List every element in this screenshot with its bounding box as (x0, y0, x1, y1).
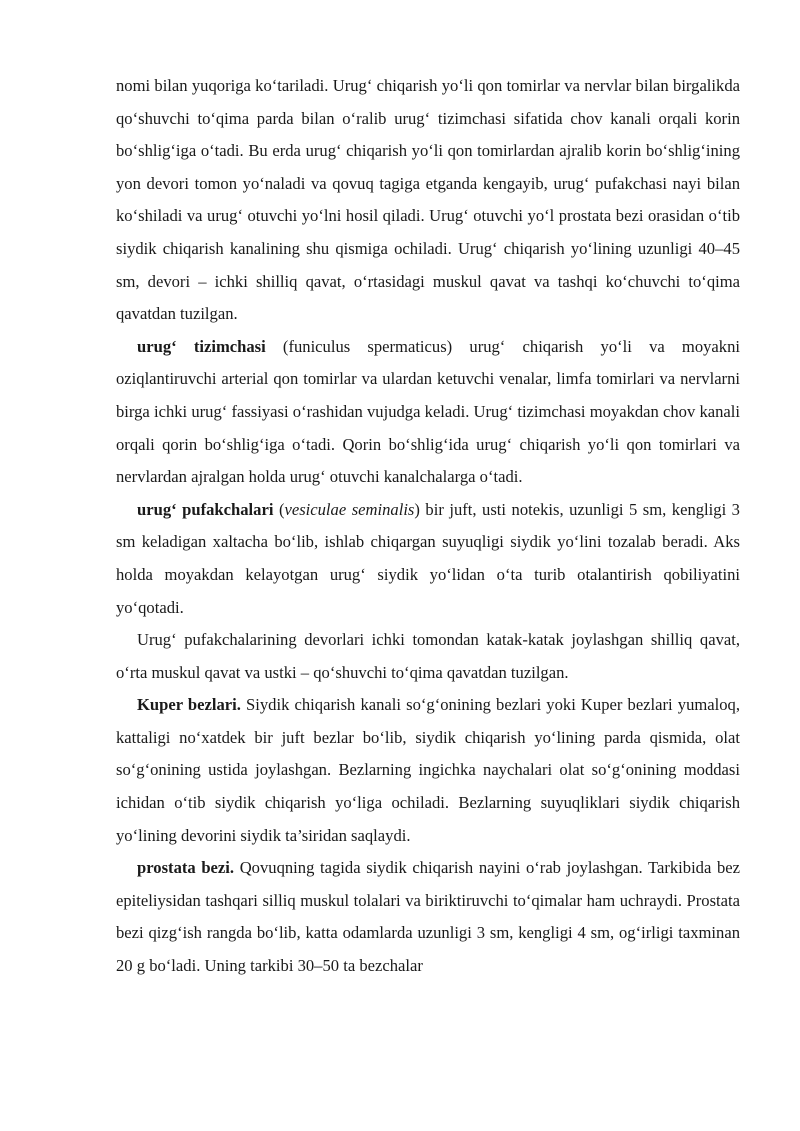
term-heading: urugʻ pufakchalari (137, 499, 274, 519)
paragraph-vesicle-walls (116, 624, 740, 689)
paragraph-body: Qovuqning tagida siydik chiqarish nayini oʻrab joylashgan. Tarkibida bez epiteliysidan tashqari silliq muskul tolalari va biriktiruvchi toʻqimalar ham uchraydi. Prostata bezi qizgʻish rangda boʻlib, katta odamlarda uzunligi 3 sm, kengligi 4 sm, ogʻirligi taxminan 20 g boʻladi. Uning tarkibi 30–50 ta bezchalar (116, 858, 741, 976)
term-heading: urugʻ tizimchasi (137, 336, 266, 356)
paragraph-body: Urugʻ pufakchalarining devorlari ichki tomondan katak-katak joylashgan shilliq qavat, oʻrta muskul qavat va ustki – qoʻshuvchi toʻqima qavatdan tuzilgan. (116, 630, 740, 682)
term-heading: Kuper bezlari. (137, 695, 241, 715)
paragraph-seminal-vesicles (116, 494, 740, 624)
term-punct-close: ) (414, 499, 426, 519)
paragraph-vas-deferens (116, 70, 740, 331)
paragraph-cowper-glands (116, 689, 740, 852)
term-latin: (funiculus spermaticus) (265, 336, 470, 356)
term-latin: vesiculae seminalis (284, 499, 415, 519)
term-punct-open: ( (273, 499, 285, 519)
paragraph-body: bir juft, usti notekis, uzunligi 5 sm, kengligi 3 sm keladigan xaltacha boʻlib, ishlab chiqargan suyuqligi siydik yoʻlini tozalab beradi. Aks holda moyakdan kelayotgan urugʻ siydik yoʻlidan oʻta turib otalantirish qobiliyatini yoʻqotadi. (116, 499, 740, 617)
paragraph-body: Siydik chiqarish kanali soʻgʻonining bezlari yoki Kuper bezlari yumaloq, kattaligi noʻxatdek bir juft bezlar boʻlib, siydik chiqarish yoʻlining parda qismida, olat soʻgʻonining ustida joylashgan. Bezlarning ingichka naychalari olat soʻgʻonining moddasi ichidan oʻtib siydik chiqarish yoʻliga ochiladi. Bezlarning suyuqliklari siydik chiqarish yoʻlining devorini siydik ta’siridan saqlaydi. (116, 695, 741, 845)
paragraph-body: urugʻ chiqarish yoʻli va moyakni oziqlantiruvchi arterial qon tomirlar va ulardan ketuvchi venalar, limfa tomirlari va nervlarni birga ichki urugʻ fassiyasi oʻrashidan vujudga keladi. Urugʻ tizimchasi moyakdan chov kanali orqali qorin boʻshligʻiga oʻtadi. Qorin boʻshligʻida urugʻ chiqarish yoʻli qon tomirlari va nervlardan ajralgan holda urugʻ otuvchi kanalchalarga oʻtadi. (116, 336, 741, 487)
paragraph-body: nomi bilan yuqoriga koʻtariladi. Urugʻ chiqarish yoʻli qon tomirlar va nervlar bilan birgalikda qoʻshuvchi toʻqima parda bilan oʻralib urugʻ tizimchasi sifatida chov kanali orqali korin boʻshligʻiga oʻtadi. Bu erda urugʻ chiqarish yoʻli qon tomirlardan ajralib korin boʻshligʻining yon devori tomon yoʻnaladi va qovuq tagiga etganda kengayib, urugʻ pufakchasi nayi bilan koʻshiladi va urugʻ otuvchi yoʻlni hosil qiladi. Urugʻ otuvchi yoʻl prostata bezi orasidan oʻtib siydik chiqarish kanalining shu qismiga ochiladi. Urugʻ chiqarish yoʻlining uzunligi 40–45 sm, devori – ichki shilliq qavat, oʻrtasidagi muskul qavat va tashqi koʻchuvchi toʻqima qavatdan tuzilgan. (116, 76, 740, 324)
document-page (116, 70, 740, 983)
paragraph-prostate (116, 852, 740, 982)
paragraph-spermatic-cord (116, 331, 740, 494)
term-heading: prostata bezi. (137, 858, 235, 878)
